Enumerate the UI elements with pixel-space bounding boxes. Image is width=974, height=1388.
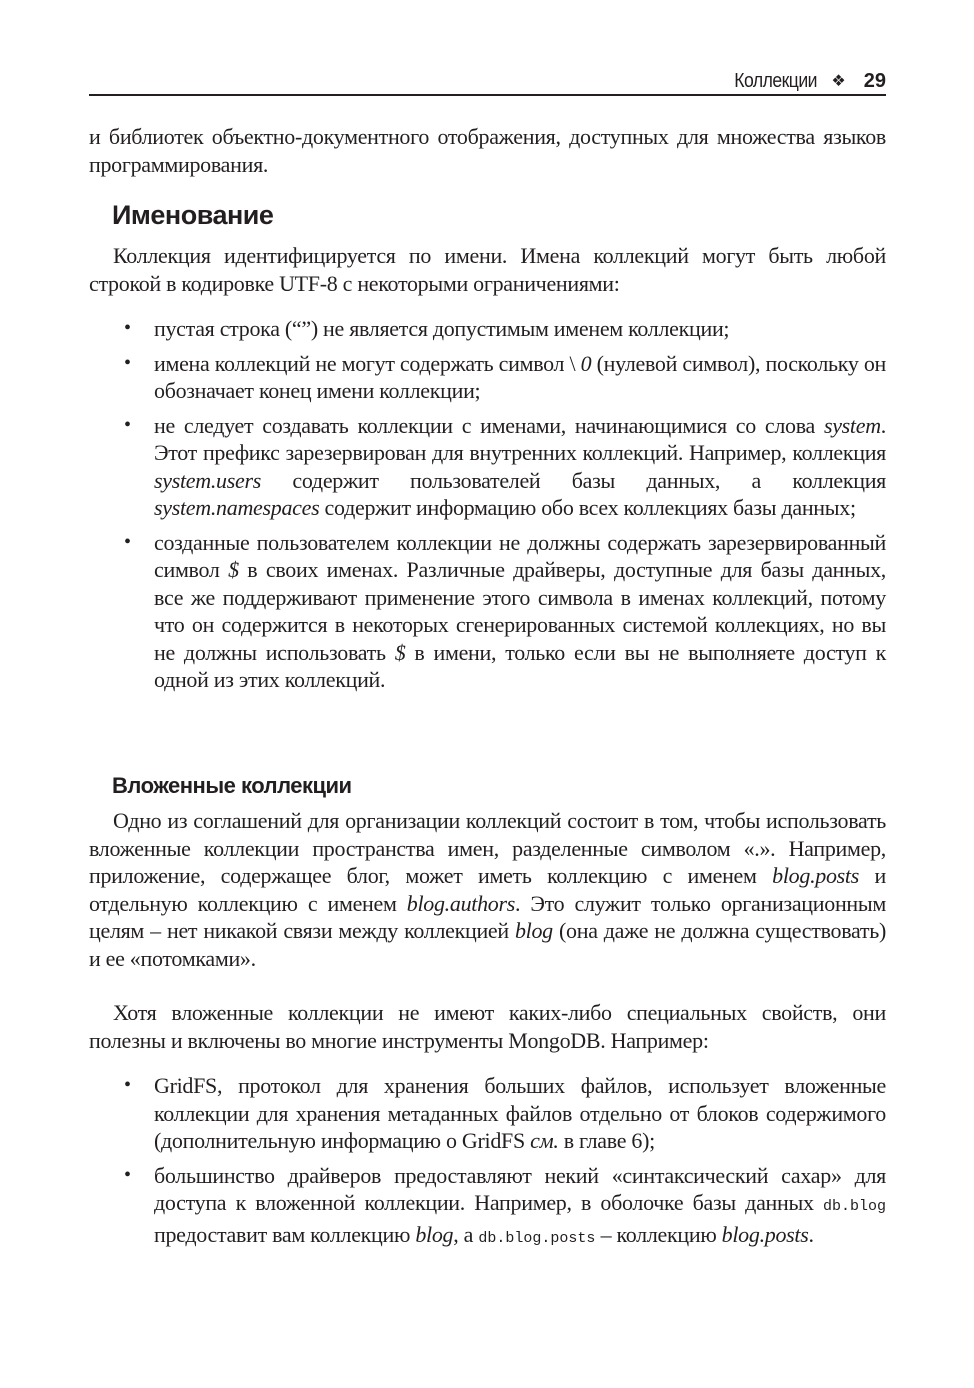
list-item: • имена коллекций не могут содержать символ \ 0 (нулевой символ), поскольку он обозначает конец имени коллекции;	[124, 350, 886, 403]
bullet-icon: •	[124, 351, 131, 374]
nested-paragraph-2: Хотя вложенные коллекции не имеют каких-либо специальных свойств, они полезны и включены во многие инструменты MongoDB. Например:	[89, 1000, 886, 1053]
bullet-icon: •	[124, 1074, 131, 1096]
naming-intro-paragraph: Коллекция идентифицируется по имени. Имена коллекций могут быть любой строкой в кодировке UTF-8 с некоторыми ограничениями:	[89, 243, 886, 296]
naming-rules-list	[89, 315, 886, 701]
bullet-icon: •	[124, 1163, 131, 1186]
running-head-title: Коллекции	[734, 69, 818, 92]
nested-paragraph-1: Одно из соглашений для организации коллекций состоит в том, чтобы использовать вложенные коллекции пространства имен, разделенные символом «.». Например, приложение, содержащее блог, может иметь коллекцию с именем blog.posts и отдельную коллекцию с именем blog.authors. Это служит только организационным целям – нет никакой связи между коллекцией blog (она даже не должна существовать) и ее «потомками».	[89, 808, 886, 971]
ornament-icon: ❖	[831, 73, 846, 90]
list-item: • GridFS, протокол для хранения больших файлов, использует вложенные коллекции для хранения метаданных файлов отдельно от блоков содержимого (дополнительную информацию о GridFS см. в главе 6);	[124, 1073, 886, 1153]
running-head	[89, 66, 886, 96]
code-inline: db.blog.posts	[478, 1229, 596, 1247]
list-item: • пустая строка (“”) не является допустимым именем коллекции;	[124, 316, 730, 341]
section-heading-naming: Именование	[112, 200, 274, 230]
header-rule	[89, 94, 886, 96]
continuation-paragraph: и библиотек объектно-документного отображения, доступных для множества языков программирования.	[89, 124, 886, 177]
bullet-icon: •	[124, 317, 131, 339]
bullet-icon: •	[124, 530, 131, 553]
nested-examples-list	[89, 1072, 886, 1259]
bullet-icon: •	[124, 413, 131, 436]
section-heading-nested: Вложенные коллекции	[112, 773, 352, 798]
list-item: • большинство драйверов предоставляют некий «синтаксический сахар» для доступа к вложенной коллекции. Например, в оболочке базы данных db.blog предоставит вам коллекцию blog, а db.blog.posts – коллекцию blog.posts.	[124, 1162, 886, 1247]
code-inline: db.blog	[822, 1198, 886, 1215]
list-item: • не следует создавать коллекции с именами, начинающимися со слова system. Этот префикс зарезервирован для внутренних коллекций. Например, коллекция system.users содержит пользователей базы данных, а коллекция system.namespaces содержит информацию обо всех коллекциях базы данных;	[124, 412, 886, 520]
list-item: • созданные пользователем коллекции не должны содержать зарезервированный символ $ в своих именах. Различные драйверы, доступные для базы данных, все же поддерживают применение этого символа в именах коллекций, потому что он содержится в некоторых сгенерированных системой коллекциях, но вы не должны использовать $ в имени, только если вы не выполняете доступ к одной из этих коллекций.	[124, 529, 886, 692]
page-number: 29	[863, 69, 886, 92]
